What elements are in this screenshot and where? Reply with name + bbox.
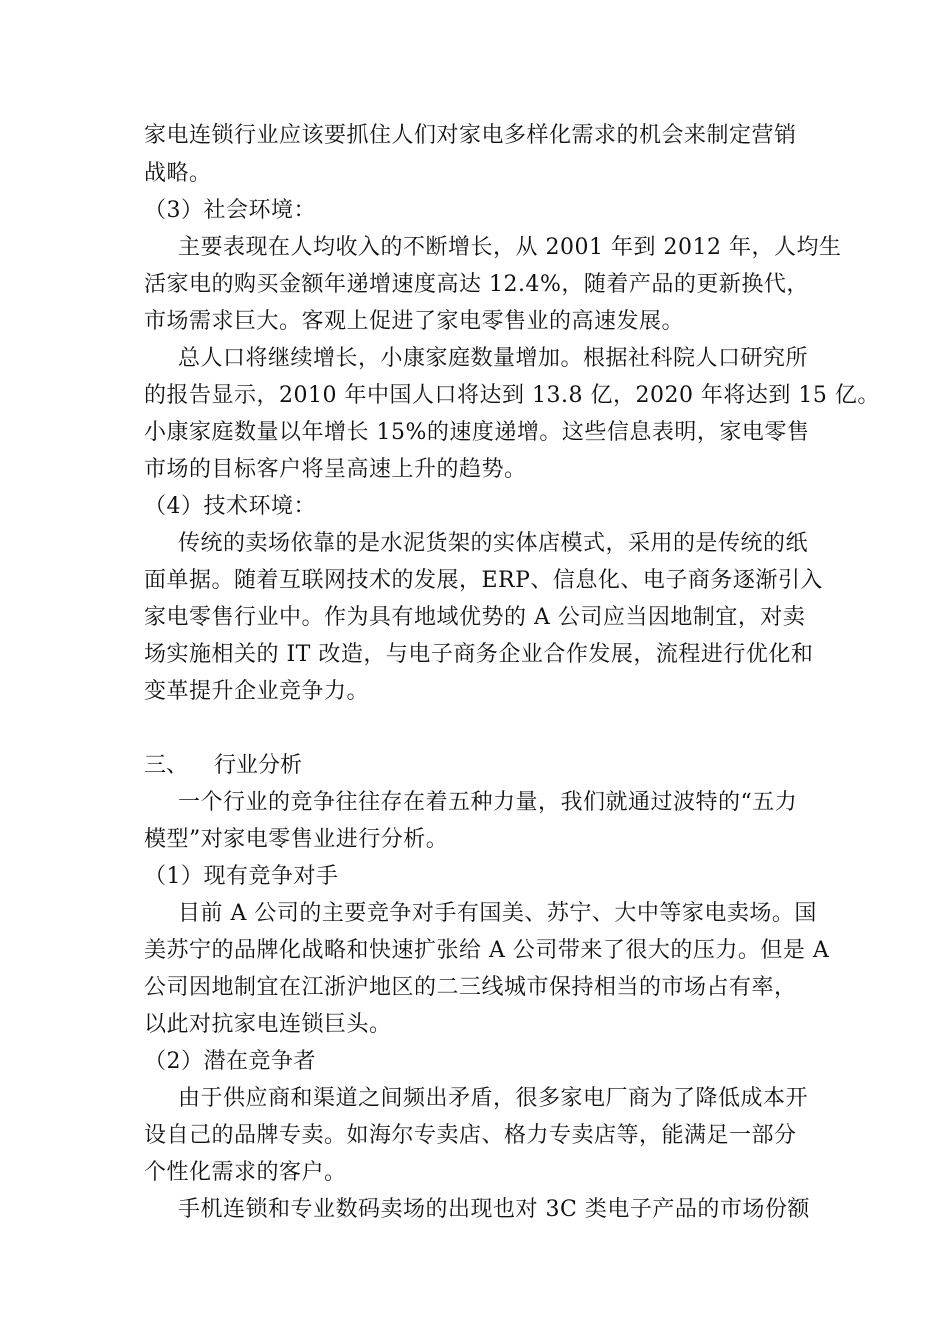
paragraph-line: 设自己的品牌专卖。如海尔专卖店、格力专卖店等，能满足一部分 — [144, 1123, 797, 1148]
paragraph-line: 活家电的购买金额年递增速度高达 12.4%，随着产品的更新换代， — [144, 272, 809, 297]
paragraph-line: 主要表现在人均收入的不断增长，从 2001 年到 2012 年，人均生 — [178, 235, 842, 260]
paragraph-line: 的报告显示，2010 年中国人口将达到 13.8 亿，2020 年将达到 15 亿。 — [144, 383, 880, 408]
paragraph-line: 总人口将继续增长，小康家庭数量增加。根据社科院人口研究所 — [178, 346, 809, 371]
paragraph-line: 变革提升企业竞争力。 — [144, 679, 370, 704]
paragraph-line: 美苏宁的品牌化战略和快速扩张给 A 公司带来了很大的压力。但是 A — [144, 938, 830, 963]
paragraph-line: 传统的卖场依靠的是水泥货架的实体店模式，采用的是传统的纸 — [178, 531, 809, 556]
paragraph-line: 手机连锁和专业数码卖场的出现也对 3C 类电子产品的市场份额 — [178, 1197, 810, 1222]
paragraph-line: 家电零售行业中。作为具有地域优势的 A 公司应当因地制宜，对卖 — [144, 605, 806, 630]
paragraph-line: 目前 A 公司的主要竞争对手有国美、苏宁、大中等家电卖场。国 — [178, 901, 817, 926]
section-number: 三、 — [144, 753, 189, 778]
paragraph-line: 个性化需求的客户。 — [144, 1160, 347, 1185]
paragraph-line: 小康家庭数量以年增长 15%的速度递增。这些信息表明，家电零售 — [144, 420, 810, 445]
paragraph-line: 模型”对家电零售业进行分析。 — [144, 827, 449, 852]
paragraph-line: 面单据。随着互联网技术的发展，ERP、信息化、电子商务逐渐引入 — [144, 568, 823, 593]
paragraph-line: 家电连锁行业应该要抓住人们对家电多样化需求的机会来制定营销 — [144, 123, 797, 148]
paragraph-line: 以此对抗家电连锁巨头。 — [144, 1012, 392, 1037]
paragraph-line: 市场的目标客户将呈高速上升的趋势。 — [144, 457, 527, 482]
paragraph-line: 市场需求巨大。客观上促进了家电零售业的高速发展。 — [144, 309, 685, 334]
section-title: 行业分析 — [214, 753, 303, 778]
subsection-heading-competitors: （1）现有竞争对手 — [144, 864, 339, 889]
paragraph-line: 由于供应商和渠道之间频出矛盾，很多家电厂商为了降低成本开 — [178, 1086, 809, 1111]
paragraph-line: 公司因地制宜在江浙沪地区的二三线城市保持相当的市场占有率， — [144, 975, 797, 1000]
paragraph-line: 战略。 — [144, 161, 212, 186]
paragraph-line: 场实施相关的 IT 改造，与电子商务企业合作发展，流程进行优化和 — [144, 642, 814, 667]
subsection-heading-tech: （4）技术环境： — [144, 494, 316, 519]
subsection-heading-potential: （2）潜在竞争者 — [144, 1049, 316, 1074]
subsection-heading-social: （3）社会环境： — [144, 198, 316, 223]
paragraph-line: 一个行业的竞争往往存在着五种力量，我们就通过波特的“五力 — [178, 790, 798, 815]
